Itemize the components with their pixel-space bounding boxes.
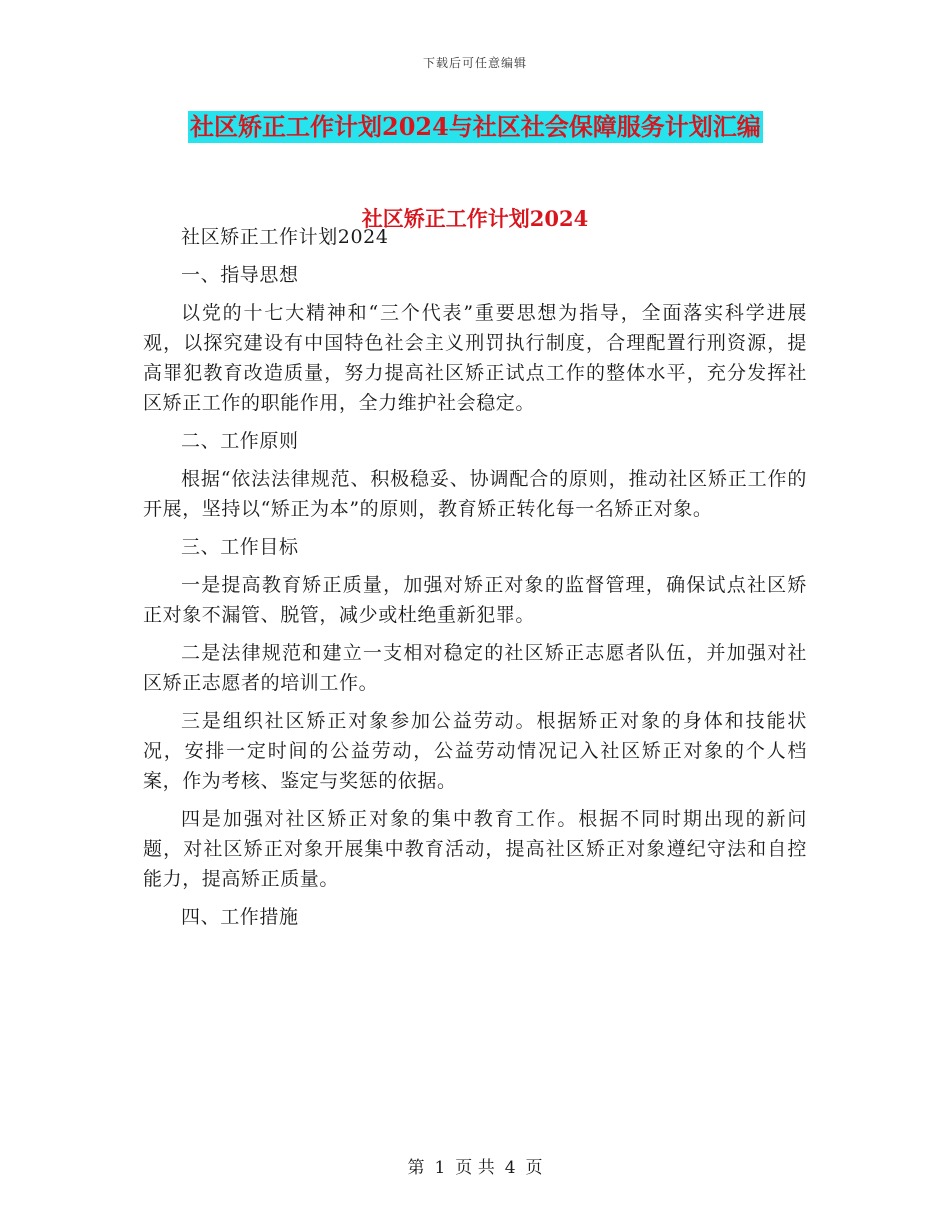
paragraph-goal-three: 三是组织社区矫正对象参加公益劳动。根据矫正对象的身体和技能状况，安排一定时间的公益劳动，公益劳动情况记入社区矫正对象的个人档案，作为考核、鉴定与奖惩的依据。: [143, 710, 807, 792]
paragraph-goal-two: 二是法律规范和建立一支相对稳定的社区矫正志愿者队伍，并加强对社区矫正志愿者的培训工作。: [143, 642, 807, 694]
heading-guiding-ideology: 一、指导思想: [181, 264, 299, 286]
document-main-title: 社区矫正工作计划2024与社区社会保障服务计划汇编: [190, 112, 761, 141]
document-body: [143, 222, 807, 932]
page-current: 1: [434, 1158, 446, 1178]
paragraph-plan-name: 社区矫正工作计划2024: [181, 226, 389, 248]
paragraph-goal-four: 四是加强对社区矫正对象的集中教育工作。根据不同时期出现的新问题，对社区矫正对象开展集中教育活动，提高社区矫正对象遵纪守法和自控能力，提高矫正质量。: [143, 808, 807, 890]
page-prefix: 第: [407, 1158, 425, 1178]
header-note: 下载后可任意编辑: [422, 56, 527, 70]
heading-work-principles: 二、工作原则: [181, 430, 299, 452]
paragraph-guiding-ideology: 以党的十七大精神和“三个代表”重要思想为指导，全面落实科学进展观，以探究建设有中国特色社会主义刑罚执行制度，合理配置行刑资源，提高罪犯教育改造质量，努力提高社区矫正试点工作的整体水平，充分发挥社区矫正工作的职能作用，全力维护社会稳定。: [143, 302, 807, 414]
section-title: 社区矫正工作计划2024: [361, 206, 589, 231]
heading-work-goals: 三、工作目标: [181, 536, 299, 558]
page-mid: 页 共: [455, 1158, 495, 1178]
heading-work-measures: 四、工作措施: [181, 906, 299, 928]
paragraph-goal-one: 一是提高教育矫正质量，加强对矫正对象的监督管理，确保试点社区矫正对象不漏管、脱管，减少或杜绝重新犯罪。: [143, 574, 807, 626]
page-footer: [0, 1153, 950, 1178]
page-total: 4: [504, 1158, 516, 1178]
paragraph-work-principles: 根据“依法法律规范、积极稳妥、协调配合的原则，推动社区矫正工作的开展，坚持以“矫正为本”的原则，教育矫正转化每一名矫正对象。: [143, 468, 807, 520]
page-suffix: 页: [525, 1158, 543, 1178]
